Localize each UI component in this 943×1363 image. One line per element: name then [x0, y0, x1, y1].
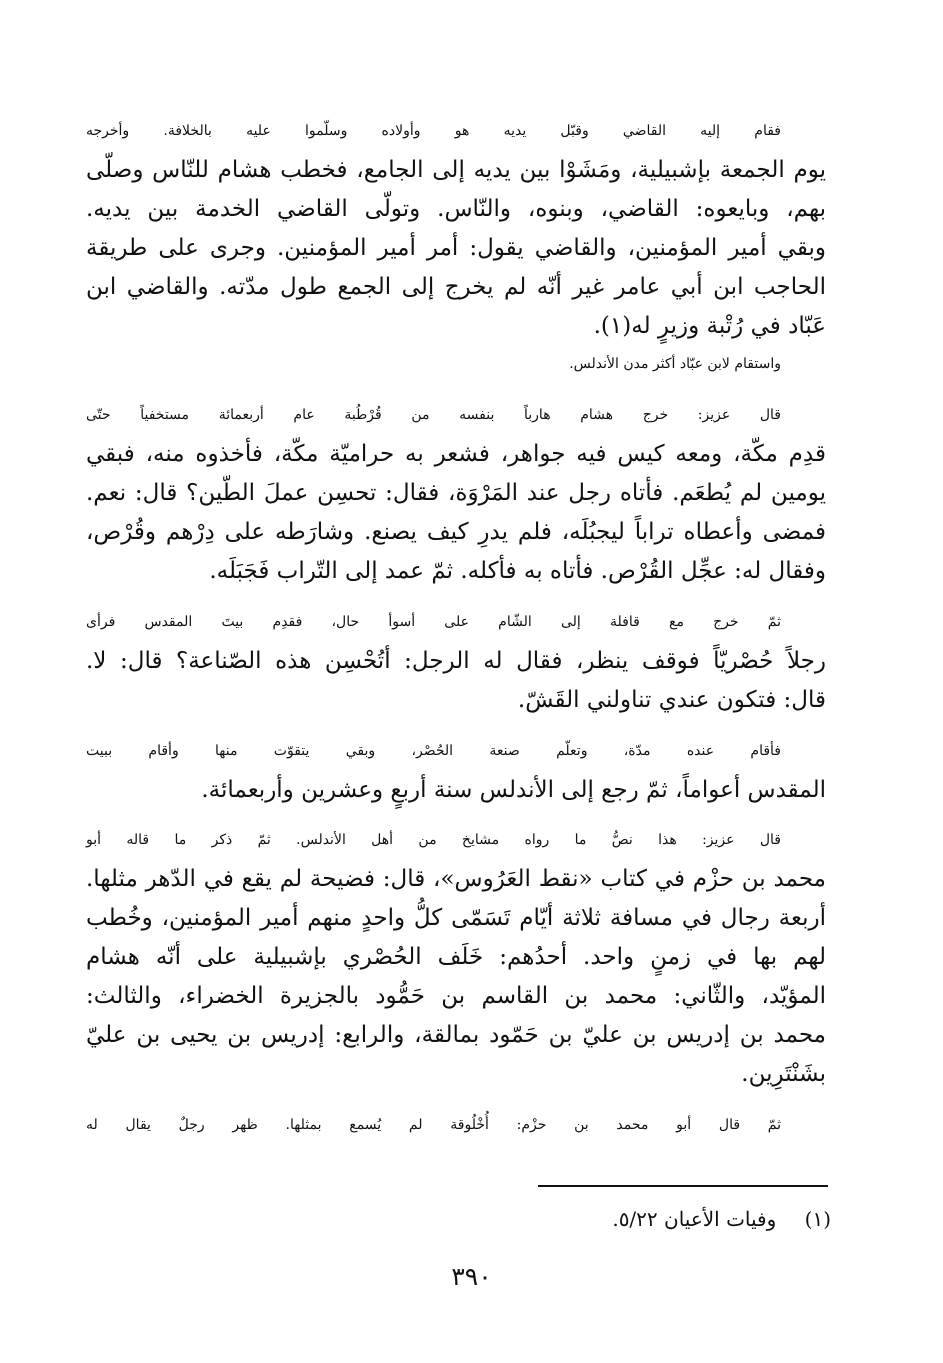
text-line: محمد بن حزْم في كتاب «نقط العَرُوس»، قال: فضيحة لم يقع في الدّهر مثلها.: [86, 866, 826, 893]
paragraph: [86, 112, 826, 345]
text-line: وفقال له: عجِّل القُرْص. فأتاه به فأكله. ثمّ عمد إلى التّراب فَجَبَلَه.: [209, 557, 826, 584]
text-line: المؤيّد، والثّاني: محمد بن القاسم بن حَمُّود بالجزيرة الخضراء، والثالث:: [86, 983, 826, 1010]
paragraph: [86, 396, 826, 591]
footnote-number: (١): [804, 1207, 831, 1231]
text-line: قدِم مكّة، ومعه كيس فيه جواهر، فشعر به حراميّة مكّة، فأخذوه منه، فبقي: [86, 441, 826, 468]
text-line: يومين لم يُطعَم. فأتاه رجل عند المَرْوَة، فقال: تحسِن عملَ الطّين؟ قال: نعم.: [86, 480, 826, 507]
footnote-divider: [538, 1185, 828, 1187]
text-line: واستقام لابن عبّاد أكثر مدن الأندلس.: [569, 356, 781, 373]
text-line: ثمّ خرج مع قافلة إلى الشّام على أسوأ حال، فقدِم بيتَ المقدس فرأى: [86, 613, 781, 630]
paragraph: [86, 1106, 826, 1145]
paragraph: [86, 345, 826, 384]
text-line: وبقي أمير المؤمنين، والقاضي يقول: أمر أمير المؤمنين. وجرى على طريقة: [86, 234, 826, 261]
text-line: محمد بن إدريس بن عليّ بن حَمّود بمالقة، والرابع: إدريس بن يحيى بن عليّ: [86, 1021, 826, 1048]
main-text: [86, 112, 826, 1145]
text-line: لهم بها في زمنٍ واحد. أحدُهم: خَلَف الحُصْري بإشبيلية على أنّه هشام: [86, 944, 826, 971]
paragraph-gap: [86, 720, 826, 732]
text-line: عَبّاد في رُتْبة وزيرٍ له(١).: [593, 312, 826, 339]
footnote-text: وفيات الأعيان ٥/٢٢.: [612, 1207, 777, 1231]
text-line: الحاجب ابن أبي عامر غير أنّه لم يخرج إلى الجمع طول مدّته. والقاضي ابن: [86, 273, 826, 300]
text-line: فقام إليه القاضي وقبّل يديه هو وأولاده وسلّموا عليه بالخلافة. وأخرجه: [86, 123, 781, 139]
text-line: فأقام عنده مدّة، وتعلّم صنعة الحُصْر، وبقي يتقوّت منها وأقام ببيت: [86, 742, 781, 759]
page-number: ٣٩٠: [451, 1262, 492, 1291]
paragraph: [86, 821, 826, 1093]
footnote: [612, 1207, 831, 1231]
paragraph-gap: [86, 384, 826, 396]
paragraph: [86, 732, 826, 810]
paragraph-gap: [86, 1094, 826, 1106]
text-line: رجلاً حُصْريّاً فوقف ينظر، فقال له الرجل: أتُحْسِن هذه الصّناعة؟ قال: لا.: [86, 647, 826, 674]
text-line: المقدس أعواماً، ثمّ رجع إلى الأندلس سنة أربعٍ وعشرين وأربعمائة.: [201, 776, 826, 803]
text-line: أربعة رجال في مسافة ثلاثة أيّام تَسَمّى كلُّ واحدٍ منهم أمير المؤمنين، وخُطب: [86, 905, 826, 932]
text-line: فمضى وأعطاه تراباً ليجبُلَه، فلم يدرِ كيف يصنع. وشارَطه على دِرْهم وقُرْص،: [86, 519, 826, 546]
text-line: قال عزيز: هذا نصُّ ما رواه مشايخ من أهل الأندلس. ثمّ ذكر ما قاله أبو: [86, 832, 781, 849]
text-line: بهم، وبايعوه: القاضي، وبنوه، والنّاس. وتولّى القاضي الخدمة بين يديه.: [86, 195, 826, 222]
text-line: ثمّ قال أبو محمد بن حزْم: أُخْلُوقة لم يُسمع بمثلها. ظهر رجلٌ يقال له: [86, 1116, 781, 1133]
paragraph-gap: [86, 809, 826, 821]
paragraph: [86, 603, 826, 720]
text-line: قال عزيز: خرج هشام هارباً بنفسه من قُرْطُبة عام أربعمائة مستخفياً حتّى: [86, 407, 781, 424]
text-line: قال: فتكون عندي تناولني القَشّ.: [517, 686, 826, 713]
paragraph-gap: [86, 591, 826, 603]
text-line: يوم الجمعة بإشبيلية، ومَشَوْا بين يديه إلى الجامع، فخطب هشام للنّاس وصلّى: [86, 156, 826, 183]
text-line: بشَنْتَرِين.: [741, 1060, 826, 1087]
